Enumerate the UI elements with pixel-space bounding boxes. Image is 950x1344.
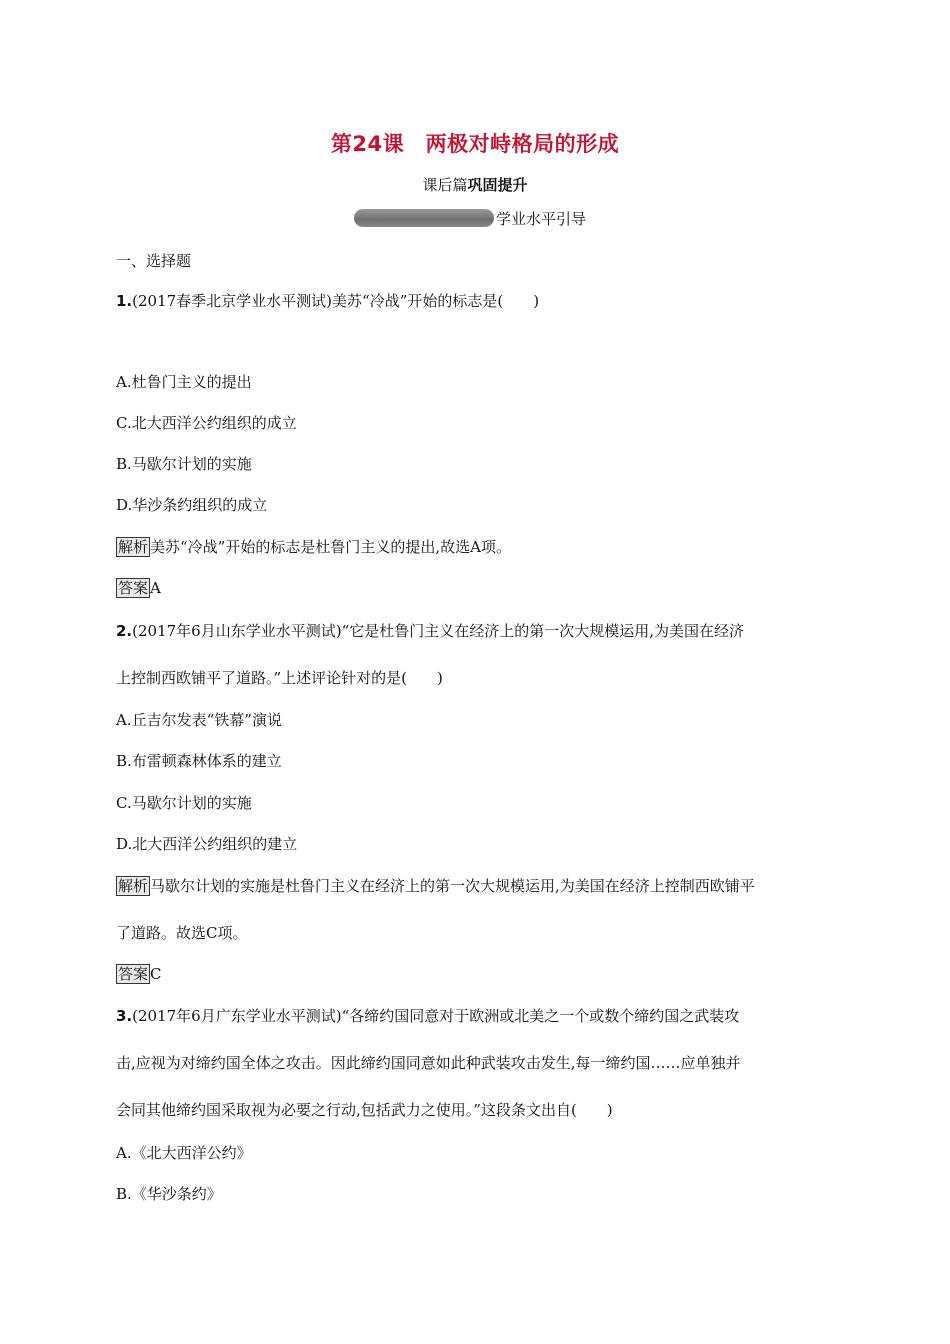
question-text-line: (2017春季北京学业水平测试)美苏“冷战”开始的标志是( ) [132,292,540,310]
question-1-option: B.马歇尔计划的实施 [116,455,252,473]
question-1-option: D.华沙条约组织的成立 [116,496,268,514]
subtitle-strong: 巩固提升 [467,176,528,194]
question-3-option: B.《华沙条约》 [116,1185,222,1203]
level-label: 学业水平引导 [496,209,587,228]
question-2-option: C.马歇尔计划的实施 [116,794,252,812]
question-2-option: A.丘吉尔发表“铁幕”演说 [116,711,282,729]
answer-value: C [150,965,162,983]
analysis-tag: 解析 [118,538,149,556]
page-subtitle [0,174,950,195]
question-2-stem [116,621,744,641]
question-number: 3. [116,1007,133,1025]
analysis-tag: 解析 [118,877,149,895]
question-3-stem [116,1006,739,1026]
level-banner [354,205,586,231]
answer-tag: 答案 [118,579,149,597]
question-2-answer [116,964,162,984]
question-1-stem [116,291,539,311]
question-1-option: A.杜鲁门主义的提出 [116,373,252,391]
question-3-stem-line: 击,应视为对缔约国全体之攻击。因此缔约国同意如此种武装攻击发生,每一缔约国……应单独并 [116,1054,741,1072]
question-3-option: A.《北大西洋公约》 [116,1144,252,1162]
question-2-analysis-line: 了道路。故选C项。 [116,924,248,942]
question-2-option: D.北大西洋公约组织的建立 [116,835,298,853]
answer-tag: 答案 [118,965,149,983]
question-1-option: C.北大西洋公约组织的成立 [116,414,297,432]
question-number: 2. [116,622,133,640]
question-1-answer [116,578,161,598]
analysis-text: 美苏“冷战”开始的标志是杜鲁门主义的提出,故选A项。 [150,538,511,556]
question-3-stem-line: 会同其他缔约国采取视为必要之行动,包括武力之使用。”这段条文出自( ) [116,1101,613,1119]
question-2-stem-line: 上控制西欧铺平了道路。”上述评论针对的是( ) [116,669,443,687]
analysis-text: 马歇尔计划的实施是杜鲁门主义在经济上的第一次大规模运用,为美国在经济上控制西欧铺平 [150,877,755,895]
answer-value: A [150,579,161,597]
banner-pill-decoration [354,209,494,227]
question-1-analysis [116,537,511,557]
question-number: 1. [116,292,133,310]
subtitle-prefix: 课后篇 [422,176,468,194]
section-heading: 一、选择题 [116,252,192,270]
question-2-option: B.布雷顿森林体系的建立 [116,752,282,770]
question-text-line: (2017年6月山东学业水平测试)“它是杜鲁门主义在经济上的第一次大规模运用,为美国在经济 [132,622,745,640]
question-2-analysis [116,876,755,896]
question-text-line: (2017年6月广东学业水平测试)“各缔约国同意对于欧洲或北美之一个或数个缔约国之武装攻 [132,1007,740,1025]
page-title: 第24课 两极对峙格局的形成 [330,132,620,156]
